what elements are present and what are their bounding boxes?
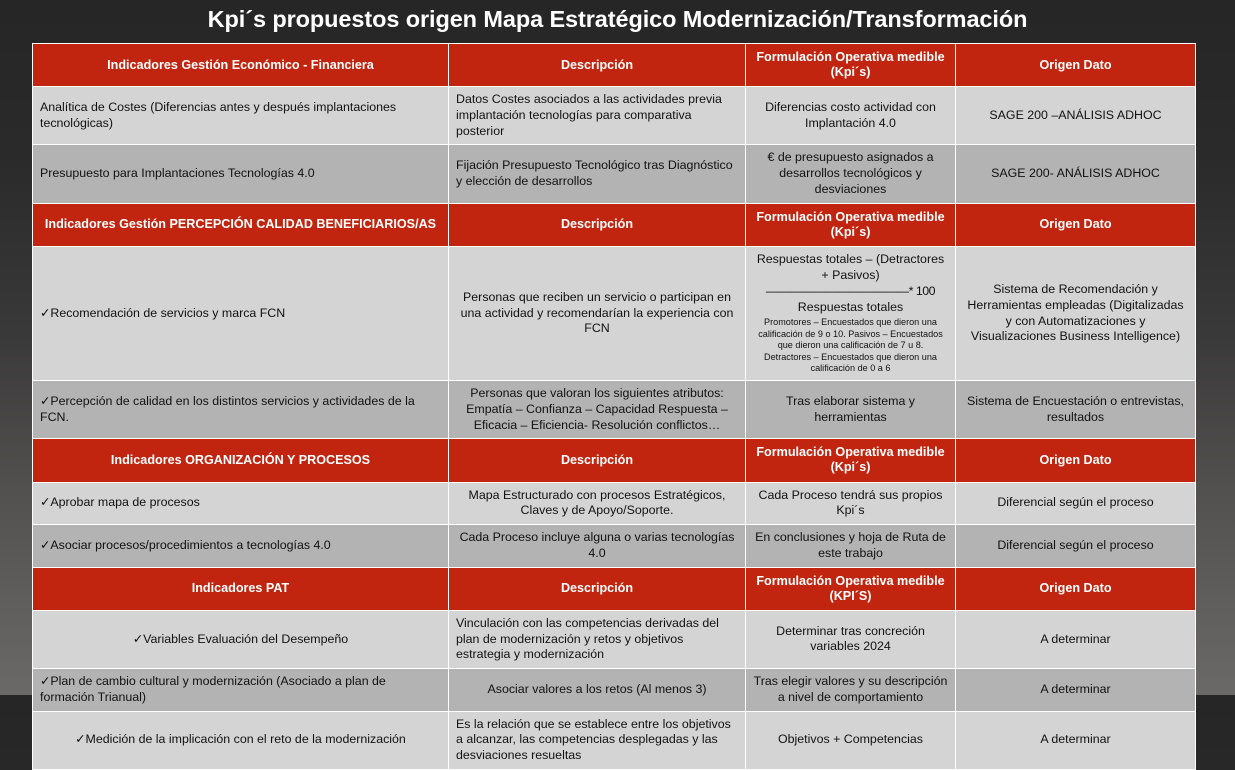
cell-source: A determinar (956, 711, 1196, 769)
header-formulacion-line2: (Kpi´s) (830, 224, 871, 239)
cell-formula: En conclusiones y hoja de Ruta de este trabajo (746, 525, 956, 568)
header-cell-formulacion (746, 567, 956, 610)
header-cell-origen: Origen Dato (956, 44, 1196, 87)
header-cell-origen: Origen Dato (956, 439, 1196, 482)
header-cell-descripcion: Descripción (449, 203, 746, 246)
cell-formula: Objetivos + Competencias (746, 711, 956, 769)
cell-indicator: Presupuesto para Implantaciones Tecnologías 4.0 (33, 145, 449, 203)
cell-source: A determinar (956, 610, 1196, 668)
cell-description: Cada Proceso incluye alguna o varias tecnologías 4.0 (449, 525, 746, 568)
header-cell-indicadores: Indicadores Gestión Económico - Financiera (33, 44, 449, 87)
cell-description: Mapa Estructurado con procesos Estratégicos, Claves y de Apoyo/Soporte. (449, 482, 746, 525)
header-cell-descripcion: Descripción (449, 439, 746, 482)
header-cell-indicadores: Indicadores PAT (33, 567, 449, 610)
kpi-table (32, 43, 1196, 770)
table-row (33, 669, 1196, 712)
section-header-organizacion-procesos (33, 439, 1196, 482)
table-row (33, 87, 1196, 145)
table-row (33, 145, 1196, 203)
cell-description: Fijación Presupuesto Tecnológico tras Diagnóstico y elección de desarrollos (449, 145, 746, 203)
header-formulacion-line2: (Kpi´s) (830, 460, 871, 475)
table-row (33, 525, 1196, 568)
cell-description: Vinculación con las competencias derivadas del plan de modernización y retos y objetivos estrategia y modernización (449, 610, 746, 668)
formula-denominator: Respuestas totales (797, 300, 904, 315)
cell-description: Personas que valoran los siguientes atributos: Empatía – Confianza – Capacidad Respuesta – Eficacia – Eficiencia- Resolución conflictos… (449, 381, 746, 439)
table-row (33, 482, 1196, 525)
header-cell-formulacion (746, 44, 956, 87)
header-formulacion-line2: (Kpi´s) (830, 65, 871, 80)
cell-indicator: ✓Aprobar mapa de procesos (33, 482, 449, 525)
cell-source: Diferencial según el proceso (956, 525, 1196, 568)
cell-description: Datos Costes asociados a las actividades previa implantación tecnologías para comparativa posterior (449, 87, 746, 145)
cell-indicator: Analítica de Costes (Diferencias antes y después implantaciones tecnológicas) (33, 87, 449, 145)
header-formulacion-line1: Formulación Operativa medible (756, 573, 945, 588)
cell-source: Sistema de Recomendación y Herramientas empleadas (Digitalizadas y con Automatizaciones y Visualizaciones Business Intelligence) (956, 246, 1196, 380)
page-title: Kpi´s propuestos origen Mapa Estratégico Modernización/Transformación (207, 6, 1028, 32)
section-header-percepcion-calidad (33, 203, 1196, 246)
cell-formula: Determinar tras concreción variables 2024 (746, 610, 956, 668)
cell-indicator: ✓Asociar procesos/procedimientos a tecnologías 4.0 (33, 525, 449, 568)
header-cell-indicadores: Indicadores Gestión PERCEPCIÓN CALIDAD BENEFICIARIOS/AS (33, 203, 449, 246)
header-cell-origen: Origen Dato (956, 203, 1196, 246)
cell-indicator: ✓Plan de cambio cultural y modernización (Asociado a plan de formación Trianual) (33, 669, 449, 712)
cell-indicator: ✓Percepción de calidad en los distintos servicios y actividades de la FCN. (33, 381, 449, 439)
table-row (33, 246, 1196, 380)
section-header-economico-financiera (33, 44, 1196, 87)
cell-indicator: ✓Variables Evaluación del Desempeño (33, 610, 449, 668)
kpi-table-container (32, 43, 1195, 762)
cell-indicator: ✓Medición de la implicación con el reto de la modernización (33, 711, 449, 769)
cell-source: A determinar (956, 669, 1196, 712)
header-cell-descripcion: Descripción (449, 567, 746, 610)
cell-indicator: ✓Recomendación de servicios y marca FCN (33, 246, 449, 380)
header-cell-formulacion (746, 203, 956, 246)
cell-formula: Cada Proceso tendrá sus propios Kpi´s (746, 482, 956, 525)
cell-formula-nps (746, 246, 956, 380)
cell-description: Personas que reciben un servicio o participan en una actividad y recomendarían la experiencia con FCN (449, 246, 746, 380)
cell-formula: Tras elaborar sistema y herramientas (746, 381, 956, 439)
cell-description: Es la relación que se establece entre los objetivos a alcanzar, las competencias desplegadas y las desviaciones resueltas (449, 711, 746, 769)
cell-description: Asociar valores a los retos (Al menos 3) (449, 669, 746, 712)
formula-numerator: Respuestas totales – (Detractores + Pasivos) (756, 251, 945, 282)
header-formulacion-line2: (KPI´S) (829, 588, 872, 603)
section-header-pat (33, 567, 1196, 610)
header-cell-indicadores: Indicadores ORGANIZACIÓN Y PROCESOS (33, 439, 449, 482)
cell-formula: € de presupuesto asignados a desarrollos tecnológicos y desviaciones (746, 145, 956, 203)
cell-source: SAGE 200 –ANÁLISIS ADHOC (956, 87, 1196, 145)
cell-source: Sistema de Encuestación o entrevistas, resultados (956, 381, 1196, 439)
header-cell-origen: Origen Dato (956, 567, 1196, 610)
formula-note: Promotores – Encuestados que dieron una calificación de 9 o 10. Pasivos – Encuestados que dieron una calificación de 7 u 8. Detractores – Encuestados que dieron una calificación de 0 a 6 (758, 316, 943, 374)
table-row (33, 711, 1196, 769)
cell-source: SAGE 200- ANÁLISIS ADHOC (956, 145, 1196, 203)
header-formulacion-line1: Formulación Operativa medible (756, 209, 945, 224)
header-formulacion-line1: Formulación Operativa medible (756, 50, 945, 64)
table-row (33, 610, 1196, 668)
cell-formula: Tras elegir valores y su descripción a nivel de comportamiento (746, 669, 956, 712)
cell-source: Diferencial según el proceso (956, 482, 1196, 525)
header-cell-formulacion (746, 439, 956, 482)
header-cell-descripcion: Descripción (449, 44, 746, 87)
table-row (33, 381, 1196, 439)
header-formulacion-line1: Formulación Operativa medible (756, 445, 945, 460)
formula-fraction-bar: ————————————* 100 (765, 284, 936, 299)
cell-formula: Diferencias costo actividad con Implantación 4.0 (746, 87, 956, 145)
